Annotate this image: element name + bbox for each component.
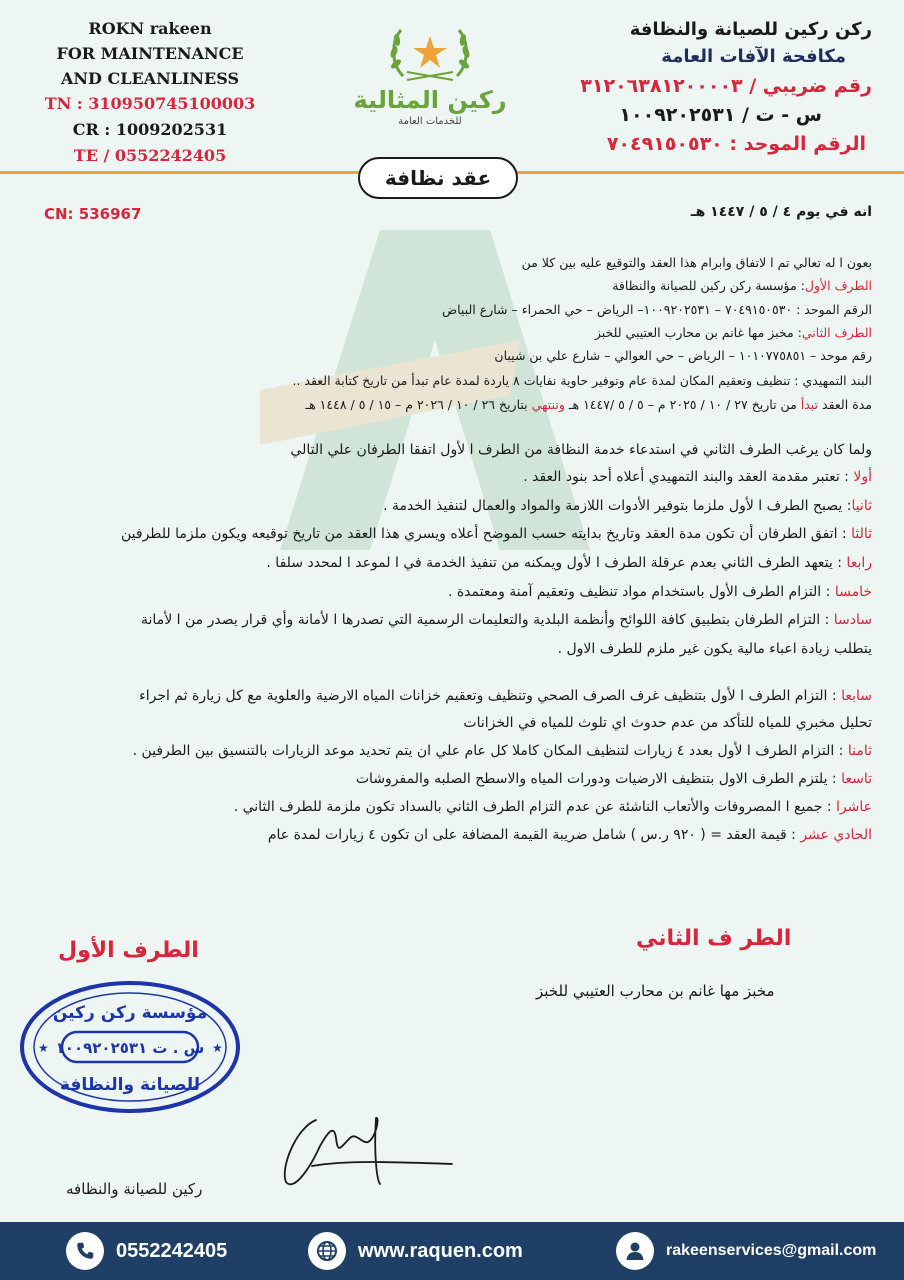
company-stamp-icon: [18, 978, 242, 1116]
logo-subtitle: للخدمات العامة: [398, 116, 462, 127]
footer-phone[interactable]: [66, 1232, 227, 1270]
clause-1-label: أولا: [853, 469, 872, 485]
clause-7-cont: تحليل مخبري للمياه للتأكد من عدم حدوث اي تلوث للمياه في الخزانات: [463, 715, 872, 731]
clause-6: [141, 610, 872, 630]
clause-3-label: ثالثا: [851, 526, 872, 542]
clause-11-text: : قيمة العقد = ( ٩٢٠ ر.س ) شامل ضريبة القيمة المضافة على ان تكون ٤ زيارات لمدة عام: [267, 827, 801, 843]
cr-number-ar: س - ت / ١٠٠٩٢٠٢٥٣١: [619, 104, 822, 126]
clause-10-text: : جميع ا المصروفات والأتعاب الناشئة عن عدم التزام الطرف الثاني بالسداد تكون ملزمة للطرف الثاني .: [233, 799, 837, 815]
company-header-ar: [572, 16, 872, 159]
party1-ids: الرقم الموحد : ٧٠٤٩١٥٠٥٣٠ – ١٠٠٩٢٠٢٥٣١– الرياض – حي الحمراء – شارع البياض: [442, 302, 872, 317]
party2-signature-name: مخبز مها غانم بن محارب العتيبي للخبز: [536, 982, 775, 1000]
party2-line: [595, 324, 872, 342]
clause-9-label: تاسعا: [841, 771, 872, 787]
contract-duration: [305, 396, 872, 414]
clause-4-label: رابعا: [846, 555, 872, 571]
party1-value: : مؤسسة ركن ركين للصيانة والنظافة: [612, 278, 805, 293]
footer-email-text: rakeenservices@gmail.com: [666, 1242, 877, 1259]
footer-website[interactable]: [308, 1232, 523, 1270]
stamp-bottom-text: للصيانة والنظافة: [59, 1075, 201, 1095]
clause-4: [266, 553, 872, 573]
party1-label: الطرف الأول: [804, 278, 872, 293]
clause-2: [383, 496, 872, 516]
clause-6-text: : التزام الطرفان بتطبيق كافة اللوائح وأنظمة البلدية والتعليمات الرسمية التي تصدرها ا لأمانة وأي قرار يصدر من ا لأمانة: [141, 612, 834, 628]
logo-name: ركين المثالية: [353, 86, 507, 114]
laurel-star-icon: [385, 24, 475, 82]
preamble-clause: البند التمهيدي : تنظيف وتعقيم المكان لمدة عام وتوفير حاوية نفايات ٨ ياردة لمدة عام تبدأ من تاريخ كتابة العقد ..: [292, 373, 872, 388]
clause-8: [133, 741, 872, 761]
clause-9: [356, 769, 872, 789]
globe-icon: [308, 1232, 346, 1270]
clause-5-label: خامسا: [834, 584, 872, 600]
contract-number: CN: 536967: [44, 205, 142, 223]
clause-10: [234, 797, 872, 817]
tax-number-en: TN : 310950745100003: [44, 94, 256, 113]
footer-phone-text: 0552242405: [116, 1239, 228, 1262]
contract-date: انه في يوم ٤ / ٥ / ١٤٤٧ هـ: [690, 204, 872, 220]
clauses-lead: ولما كان يرغب الطرف الثاني في استدعاء خدمة النظافة من الطرف ا لأول اتفقا الطرفان علي التالي: [290, 442, 872, 458]
clause-3-text: : اتفق الطرفان أن تكون مدة العقد وتاريخ بدايته حسب الموضح أعلاه ويسري هذا العقد من تاريخ توقيعه ويكون ملزما للطرفين: [121, 526, 852, 542]
clause-7-label: سابعا: [841, 688, 872, 704]
clause-11: [268, 825, 872, 845]
footer-website-text: www.raquen.com: [358, 1239, 523, 1262]
duration-start-word: تبدأ: [800, 397, 819, 412]
clause-7-text: : التزام الطرف ا لأول بتنظيف غرف الصرف الصحي وتنظيف وتعقيم خزانات المياه الارضية والعلوية مع كل زيارة ثم اجراء: [139, 688, 842, 704]
company-name-en-2: FOR MAINTENANCE: [56, 44, 244, 63]
stamp-top-text: مؤسسة ركن ركين: [52, 1003, 208, 1023]
clause-2-label: ثانيا: [851, 498, 872, 514]
clause-8-text: : التزام الطرف ا لأول بعدد ٤ زيارات لتنظيف المكان كاملا كل عام علي ان يتم تحديد موعد الزيارات بالتنسيق بين الطرفين .: [132, 743, 848, 759]
duration-start: من تاريخ ٢٧ / ١٠ / ٢٠٢٥ م – ٥ / ٥ /١٤٤٧ هـ: [564, 397, 801, 412]
duration-label: مدة العقد: [818, 397, 872, 412]
company-activity-ar: مكافحة الآفات العامة: [661, 46, 846, 67]
tax-number-ar: رقم ضريبي / ٣١٢٠٦٣٨١٢٠٠٠٠٣: [580, 75, 872, 97]
duration-end-word: وتنتهي: [531, 397, 565, 412]
clause-5-text: : التزام الطرف الأول باستخدام مواد تنظيف وتعقيم آمنة ومعتمدة .: [447, 584, 835, 600]
party2-value: : مخبز مها غانم بن محارب العتيبي للخبز: [594, 325, 802, 340]
company-name-en-3: AND CLEANLINESS: [60, 69, 239, 88]
clause-1: [523, 467, 872, 487]
user-icon: [616, 1232, 654, 1270]
phone-number-en: TE / 0552242405: [73, 146, 227, 165]
clause-2-text: : يصبح الطرف ا لأول ملزما بتوفير الأدوات اللازمة والمواد والعمال لتنفيذ الخدمة .: [383, 498, 852, 514]
handwritten-signature-icon: [276, 1108, 456, 1194]
party1-signature-name: ركين للصيانة والنظافه: [66, 1180, 203, 1198]
cr-number-en: CR : 1009202531: [72, 120, 228, 139]
stamp-mid-text: س . ت ١٠٠٩٢٠٢٥٣١: [55, 1039, 205, 1057]
clause-1-text: : تعتبر مقدمة العقد والبند التمهيدي أعلاه أحد بنود العقد .: [523, 469, 854, 485]
company-logo: [350, 24, 510, 134]
party1-line: [612, 277, 872, 295]
footer-email[interactable]: [616, 1232, 876, 1270]
party2-ids: رقم موحد – ١٠١٠٧٧٥٨٥١ – الرياض – حي العوالي – شارع علي بن شيبان: [494, 348, 872, 363]
intro-line: بعون ا له تعالي تم ا لاتفاق وابرام هذا العقد والتوقيع عليه بين كلا من: [521, 255, 872, 270]
clause-6-cont: يتطلب زيادة اعباء مالية يكون غير ملزم للطرف الاول .: [557, 641, 872, 657]
clause-4-text: : يتعهد الطرف الثاني بعدم عرقلة الطرف ا لأول ويمكنه من تنفيذ الخدمة في ا لموعد ا لمحدد سلفا .: [266, 555, 847, 571]
svg-text:★: ★: [38, 1041, 49, 1055]
clause-6-label: سادسا: [833, 612, 872, 628]
party2-label: الطرف الثاني: [801, 325, 872, 340]
unified-number-ar: الرقم الموحد : ٧٠٤٩١٥٠٥٣٠: [606, 133, 866, 155]
party2-signature-title: الطر ف الثاني: [636, 926, 792, 951]
clause-7: [139, 686, 872, 706]
party1-signature-title: الطرف الأول: [58, 938, 199, 963]
clause-11-label: الحادي عشر: [800, 827, 872, 843]
clause-8-label: ثامنا: [847, 743, 872, 759]
company-name-en-1: ROKN rakeen: [88, 19, 212, 38]
phone-icon: [66, 1232, 104, 1270]
clause-10-label: عاشرا: [836, 799, 872, 815]
duration-end: بتاريخ ٢٦ / ١٠ / ٢٠٢٦ م – ١٥ / ٥ / ١٤٤٨ هـ: [305, 397, 532, 412]
svg-text:★: ★: [212, 1041, 223, 1055]
clause-9-text: : يلتزم الطرف الاول بتنظيف الارضيات ودورات المياه والاسطح الصلبه والمفروشات: [355, 771, 842, 787]
document-title: عقد نظافة: [358, 157, 518, 199]
company-name-ar: ركن ركين للصيانة والنظافة: [629, 19, 872, 40]
company-header-en: [20, 16, 280, 169]
clause-5: [448, 582, 872, 602]
clause-3: [121, 524, 872, 544]
